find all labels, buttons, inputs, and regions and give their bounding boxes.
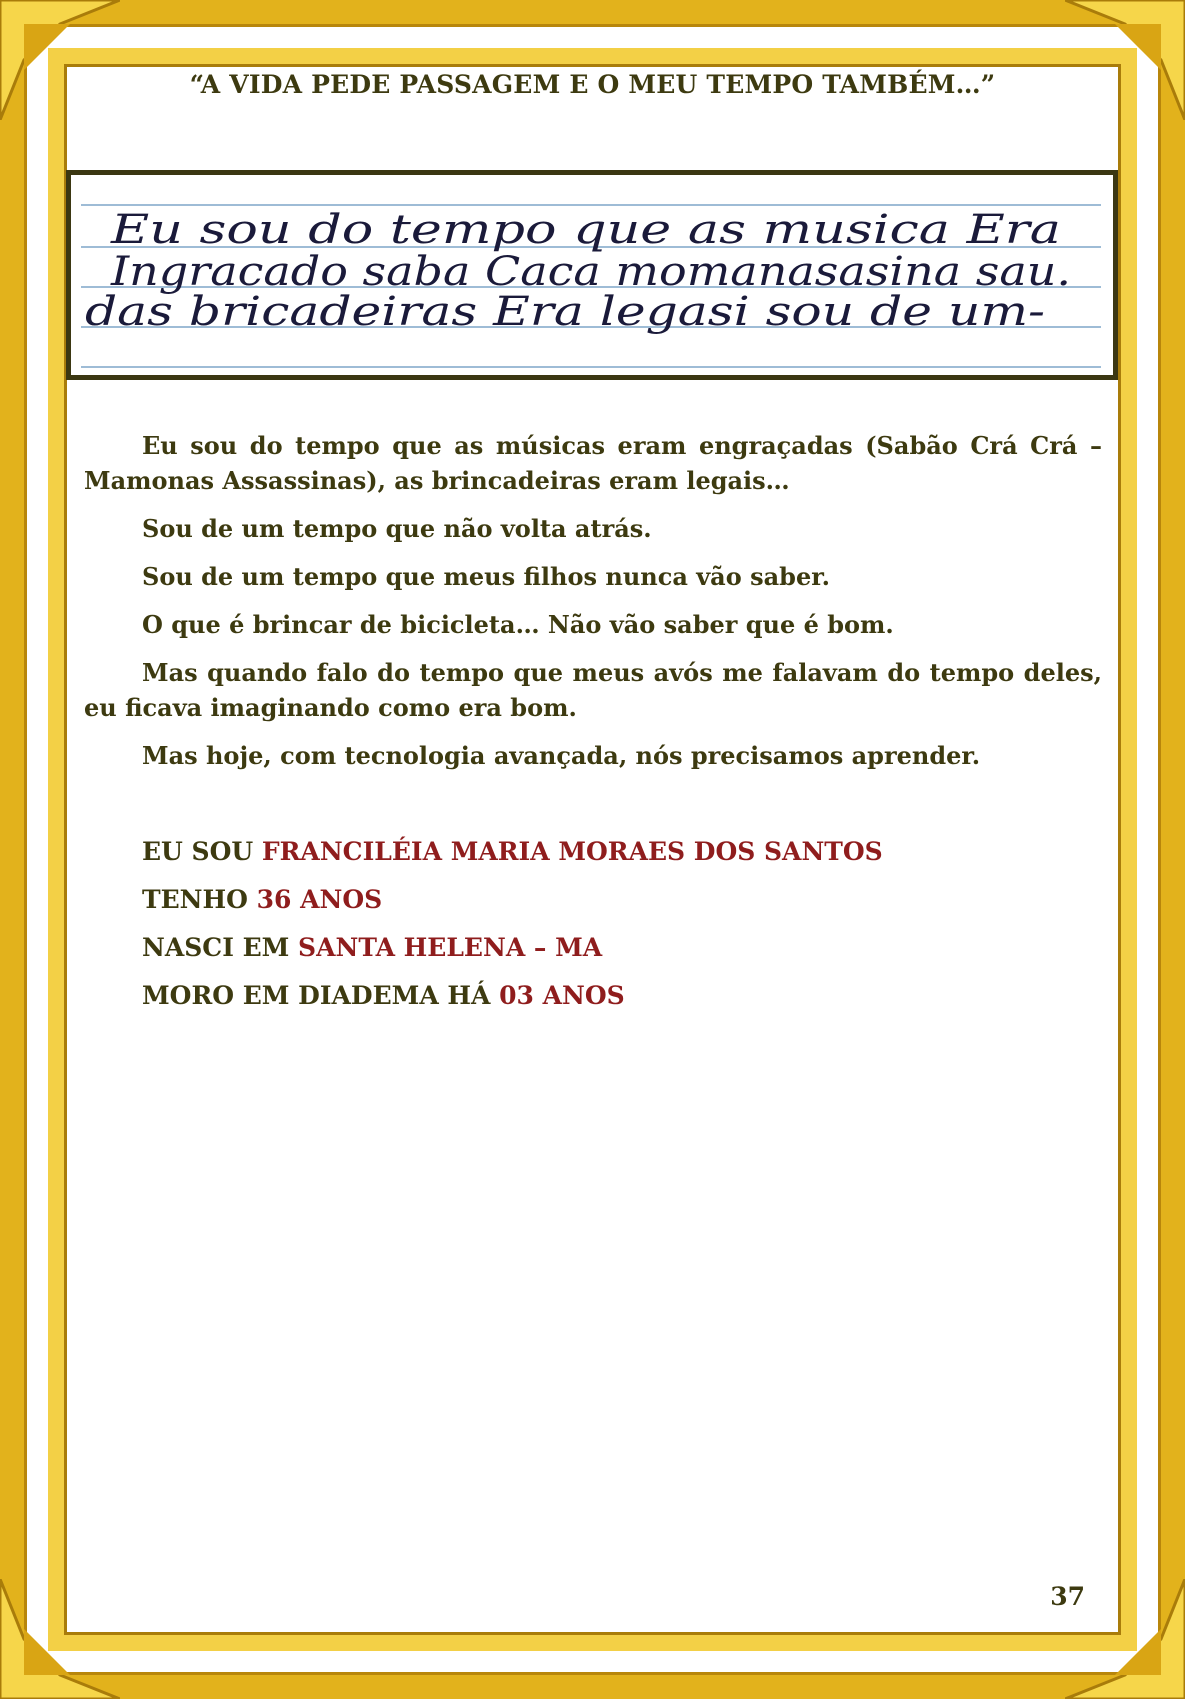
handwriting-image xyxy=(66,170,1118,380)
paragraph-2: Sou de um tempo que não volta atrás. xyxy=(142,514,652,543)
handwriting-line-2: Ingracado saba Caca momanasasina sau. xyxy=(109,249,1071,295)
body-text xyxy=(84,428,1102,786)
handwriting-line-1: Eu sou do tempo que as musica Era xyxy=(109,207,1061,253)
corner-ornament-bottom-left xyxy=(0,1579,120,1699)
paragraph-4: O que é brincar de bicicleta… Não vão saber que é bom. xyxy=(142,610,894,639)
paragraph-3: Sou de um tempo que meus filhos nunca vão saber. xyxy=(142,562,831,591)
corner-ornament-top-right xyxy=(1065,0,1185,120)
handwriting-line-3: das bricadeiras Era legasi sou de um- xyxy=(85,289,1045,335)
paragraph-5: Mas quando falo do tempo que meus avós me falavam do tempo deles, eu ficava imaginando como era bom. xyxy=(84,658,1102,722)
author-info xyxy=(142,828,883,1020)
page-number: 37 xyxy=(1050,1582,1085,1611)
info-residence: MORO EM DIADEMA HÁ 03 ANOS xyxy=(142,981,625,1010)
info-birthplace: NASCI EM SANTA HELENA – MA xyxy=(142,933,603,962)
paragraph-6: Mas hoje, com tecnologia avançada, nós precisamos aprender. xyxy=(142,741,981,770)
page-title: “A VIDA PEDE PASSAGEM E O MEU TEMPO TAMBÉM…” xyxy=(189,70,996,99)
info-age: TENHO 36 ANOS xyxy=(142,885,383,914)
corner-ornament-top-left xyxy=(0,0,120,120)
paragraph-1: Eu sou do tempo que as músicas eram engraçadas (Sabão Crá Crá – Mamonas Assassinas), as brincadeiras eram legais… xyxy=(84,431,1102,495)
info-name: EU SOU FRANCILÉIA MARIA MORAES DOS SANTOS xyxy=(142,837,883,866)
